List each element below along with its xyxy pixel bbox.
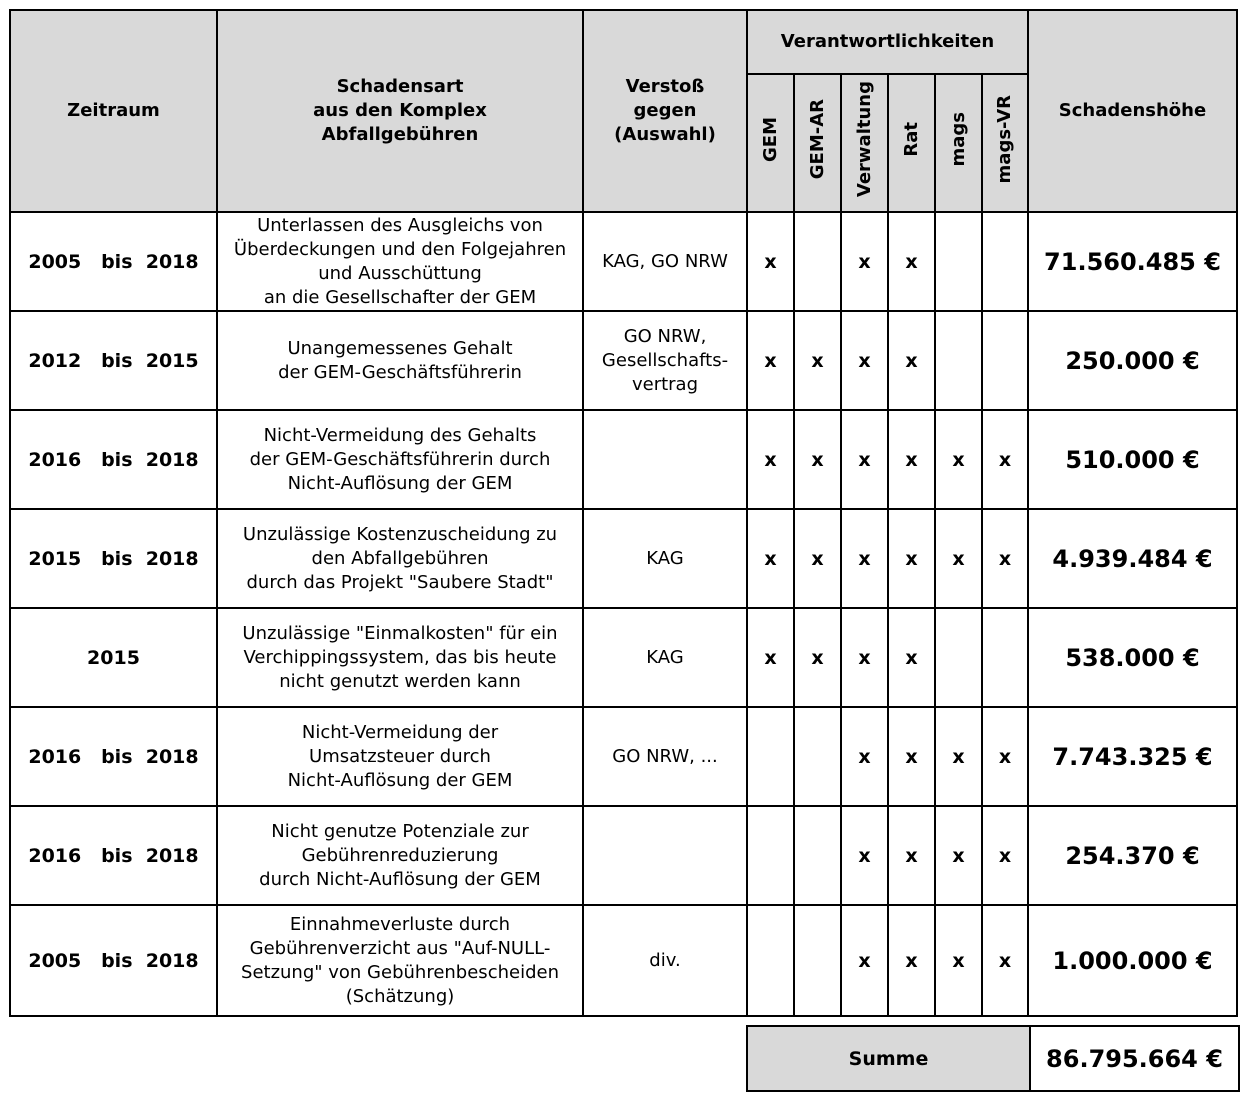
mark-cell: x bbox=[935, 707, 982, 806]
header-resp-label: mags bbox=[947, 112, 969, 167]
damage-cell: 250.000 € bbox=[1028, 311, 1237, 410]
mark-cell: x bbox=[888, 311, 935, 410]
mark-cell: x bbox=[935, 509, 982, 608]
summary-label: Summe bbox=[747, 1026, 1030, 1091]
header-resp-rat bbox=[888, 74, 935, 212]
violation-cell: GO NRW, ... bbox=[583, 707, 747, 806]
violation-cell: KAG, GO NRW bbox=[583, 212, 747, 311]
period-cell: 2005 bis 2018 bbox=[10, 212, 217, 311]
violation-cell: KAG bbox=[583, 509, 747, 608]
description-cell: Unterlassen des Ausgleichs von Überdeckungen und den Folgejahren und Ausschüttung an die Gesellschafter der GEM bbox=[217, 212, 583, 311]
mark-cell bbox=[982, 608, 1028, 707]
header-resp-mags bbox=[935, 74, 982, 212]
header-resp-label: Rat bbox=[900, 122, 922, 157]
period-cell: 2016 bis 2018 bbox=[10, 806, 217, 905]
table-row bbox=[10, 905, 1237, 1016]
mark-cell bbox=[794, 905, 841, 1016]
mark-cell bbox=[794, 212, 841, 311]
mark-cell bbox=[794, 806, 841, 905]
table-row bbox=[10, 707, 1237, 806]
header-resp-verwaltung bbox=[841, 74, 888, 212]
header-resp-gem-ar bbox=[794, 74, 841, 212]
mark-cell: x bbox=[747, 311, 794, 410]
description-cell: Nicht-Vermeidung der Umsatzsteuer durch Nicht-Auflösung der GEM bbox=[217, 707, 583, 806]
violation-cell bbox=[583, 806, 747, 905]
mark-cell: x bbox=[841, 410, 888, 509]
mark-cell: x bbox=[794, 410, 841, 509]
mark-cell bbox=[747, 905, 794, 1016]
damage-cell: 71.560.485 € bbox=[1028, 212, 1237, 311]
mark-cell: x bbox=[841, 905, 888, 1016]
period-cell: 2015 bbox=[10, 608, 217, 707]
mark-cell: x bbox=[982, 410, 1028, 509]
mark-cell: x bbox=[841, 311, 888, 410]
damage-cell: 1.000.000 € bbox=[1028, 905, 1237, 1016]
mark-cell: x bbox=[794, 311, 841, 410]
mark-cell: x bbox=[747, 509, 794, 608]
mark-cell: x bbox=[888, 410, 935, 509]
mark-cell: x bbox=[841, 212, 888, 311]
description-cell: Unzulässige Kostenzuscheidung zu den Abfallgebühren durch das Projekt "Saubere Stadt" bbox=[217, 509, 583, 608]
mark-cell: x bbox=[747, 212, 794, 311]
summary-table bbox=[746, 1025, 1240, 1092]
header-schadenshoehe: Schadenshöhe bbox=[1028, 10, 1237, 212]
damage-cell: 538.000 € bbox=[1028, 608, 1237, 707]
mark-cell: x bbox=[888, 509, 935, 608]
header-resp-label: mags-VR bbox=[994, 95, 1015, 184]
mark-cell bbox=[982, 311, 1028, 410]
mark-cell bbox=[794, 707, 841, 806]
mark-cell: x bbox=[935, 806, 982, 905]
header-resp-mags-vr bbox=[982, 74, 1028, 212]
table-row bbox=[10, 311, 1237, 410]
table-row bbox=[10, 509, 1237, 608]
mark-cell: x bbox=[841, 509, 888, 608]
mark-cell: x bbox=[935, 905, 982, 1016]
mark-cell bbox=[982, 212, 1028, 311]
damage-cell: 4.939.484 € bbox=[1028, 509, 1237, 608]
description-cell: Nicht genutze Potenziale zur Gebührenreduzierung durch Nicht-Auflösung der GEM bbox=[217, 806, 583, 905]
mark-cell: x bbox=[888, 905, 935, 1016]
damage-table bbox=[9, 9, 1238, 1017]
mark-cell: x bbox=[982, 905, 1028, 1016]
period-cell: 2012 bis 2015 bbox=[10, 311, 217, 410]
mark-cell: x bbox=[888, 806, 935, 905]
table-row bbox=[10, 212, 1237, 311]
period-cell: 2016 bis 2018 bbox=[10, 707, 217, 806]
table-row bbox=[10, 806, 1237, 905]
period-cell: 2016 bis 2018 bbox=[10, 410, 217, 509]
mark-cell bbox=[747, 707, 794, 806]
damage-cell: 254.370 € bbox=[1028, 806, 1237, 905]
period-cell: 2005 bis 2018 bbox=[10, 905, 217, 1016]
violation-cell: div. bbox=[583, 905, 747, 1016]
violation-cell: GO NRW, Gesellschafts- vertrag bbox=[583, 311, 747, 410]
header-resp-label: Verwaltung bbox=[853, 81, 875, 198]
header-resp-label: GEM bbox=[759, 117, 781, 162]
mark-cell: x bbox=[888, 707, 935, 806]
mark-cell: x bbox=[841, 707, 888, 806]
table-row bbox=[10, 410, 1237, 509]
damage-cell: 510.000 € bbox=[1028, 410, 1237, 509]
mark-cell bbox=[747, 806, 794, 905]
table-row bbox=[10, 608, 1237, 707]
description-cell: Unzulässige "Einmalkosten" für ein Verchippingssystem, das bis heute nicht genutzt werden kann bbox=[217, 608, 583, 707]
period-cell: 2015 bis 2018 bbox=[10, 509, 217, 608]
mark-cell: x bbox=[982, 707, 1028, 806]
header-resp-gem bbox=[747, 74, 794, 212]
mark-cell bbox=[935, 608, 982, 707]
header-verantwortlichkeiten: Verantwortlichkeiten bbox=[747, 10, 1028, 74]
violation-cell bbox=[583, 410, 747, 509]
damage-cell: 7.743.325 € bbox=[1028, 707, 1237, 806]
violation-cell: KAG bbox=[583, 608, 747, 707]
mark-cell: x bbox=[982, 806, 1028, 905]
mark-cell: x bbox=[888, 212, 935, 311]
mark-cell: x bbox=[747, 410, 794, 509]
mark-cell: x bbox=[794, 608, 841, 707]
header-verstoss: Verstoß gegen (Auswahl) bbox=[583, 10, 747, 212]
mark-cell bbox=[935, 311, 982, 410]
header-resp-label: GEM-AR bbox=[806, 99, 828, 180]
header-schadensart: Schadensart aus den Komplex Abfallgebühren bbox=[217, 10, 583, 212]
mark-cell: x bbox=[841, 806, 888, 905]
mark-cell: x bbox=[794, 509, 841, 608]
mark-cell: x bbox=[982, 509, 1028, 608]
mark-cell: x bbox=[747, 608, 794, 707]
mark-cell: x bbox=[888, 608, 935, 707]
mark-cell: x bbox=[841, 608, 888, 707]
description-cell: Nicht-Vermeidung des Gehalts der GEM-Geschäftsführerin durch Nicht-Auflösung der GEM bbox=[217, 410, 583, 509]
mark-cell: x bbox=[935, 410, 982, 509]
mark-cell bbox=[935, 212, 982, 311]
description-cell: Unangemessenes Gehalt der GEM-Geschäftsführerin bbox=[217, 311, 583, 410]
description-cell: Einnahmeverluste durch Gebührenverzicht aus "Auf-NULL- Setzung" von Gebührenbescheiden (Schätzung) bbox=[217, 905, 583, 1016]
summary-total: 86.795.664 € bbox=[1030, 1026, 1239, 1091]
header-zeitraum: Zeitraum bbox=[10, 10, 217, 212]
